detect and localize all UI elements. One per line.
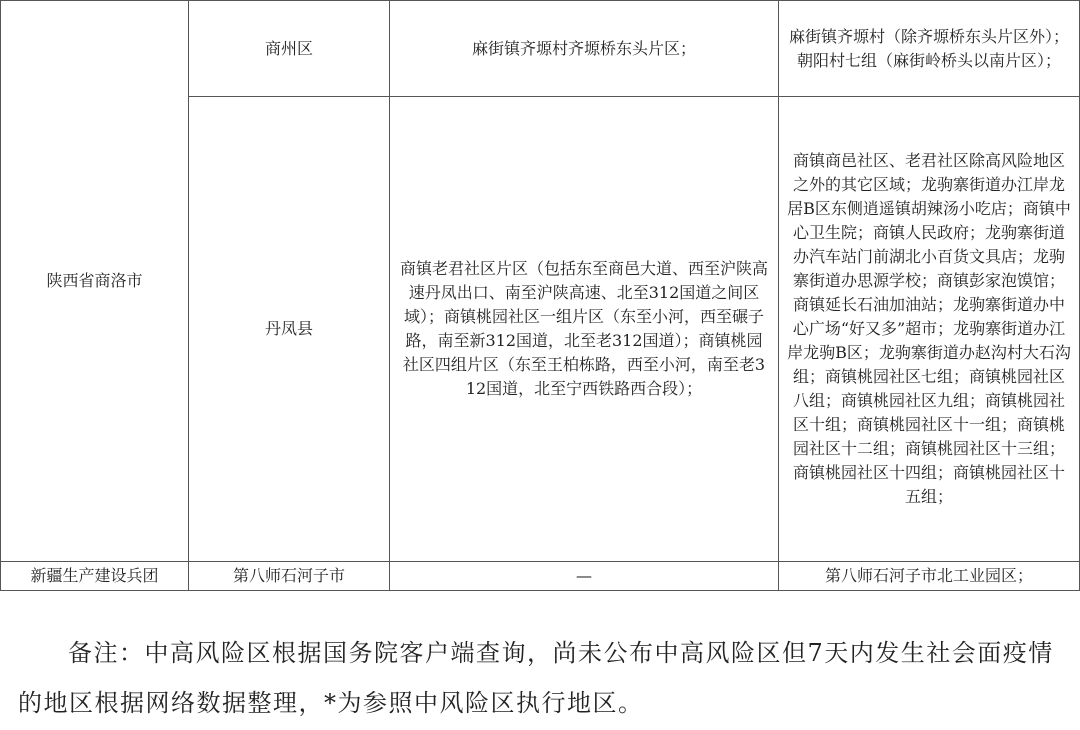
table-row (1, 1, 1080, 97)
city-label: 丹凤县 (264, 319, 313, 338)
city-cell (189, 562, 390, 591)
high-risk-cell (390, 562, 779, 591)
city-cell (189, 97, 390, 562)
table-row (1, 562, 1080, 591)
province-label: 新疆生产建设兵团 (30, 566, 159, 585)
mid-risk-text: 麻街镇齐塬村（除齐塬桥东头片区外）；朝阳村七组（麻街岭桥头以南片区）； (788, 26, 1069, 70)
province-label: 陕西省商洛市 (46, 271, 143, 290)
high-risk-text: — (576, 566, 592, 585)
high-risk-cell (390, 97, 779, 562)
high-risk-text: 商镇老君社区片区（包括东至商邑大道、西至沪陕高速丹凤出口、南至沪陕高速、北至312国道之间区域）；商镇桃园社区一组片区（东至小河，西至碾子路，南至新312国道，北至老312国道）；商镇桃园社区四组片区（东至王柏栋路，西至小河，南至老312国道，北至宁西铁路西合段）； (399, 259, 768, 398)
city-label: 商州区 (264, 38, 313, 58)
mid-risk-cell (779, 562, 1080, 591)
city-cell (189, 1, 390, 97)
footnote-paragraph: 备注：中高风险区根据国务院客户端查询，尚未公布中高风险区但7天内发生社会面疫情的地区根据网络数据整理，*为参照中风险区执行地区。 (18, 639, 1054, 717)
high-risk-cell (390, 1, 779, 97)
mid-risk-cell (779, 1, 1080, 97)
mid-risk-cell (779, 97, 1080, 562)
city-label: 第八师石河子市 (232, 566, 345, 585)
province-cell (1, 562, 189, 591)
mid-risk-text: 第八师石河子市北工业园区； (824, 566, 1033, 585)
mid-risk-text: 商镇商邑社区、老君社区除高风险地区之外的其它区域；龙驹寨街道办江岸龙居B区东侧逍遥镇胡辣汤小吃店；商镇中心卫生院；商镇人民政府；龙驹寨街道办汽车站门前湖北小百货文具店；龙驹寨街道办思源学校；商镇彭家泡馍馆；商镇延长石油加油站；龙驹寨街道办中心广场“好又多”超市；龙驹寨街道办江岸龙驹B区；龙驹寨街道办赵沟村大石沟组；商镇桃园社区七组；商镇桃园社区八组；商镇桃园社区九组；商镇桃园社区十组；商镇桃园社区十一组；商镇桃园社区十二组；商镇桃园社区十三组；商镇桃园社区十四组；商镇桃园社区十五组； (787, 151, 1071, 506)
high-risk-text: 麻街镇齐塬村齐塬桥东头片区； (471, 38, 696, 58)
province-cell (1, 1, 189, 562)
